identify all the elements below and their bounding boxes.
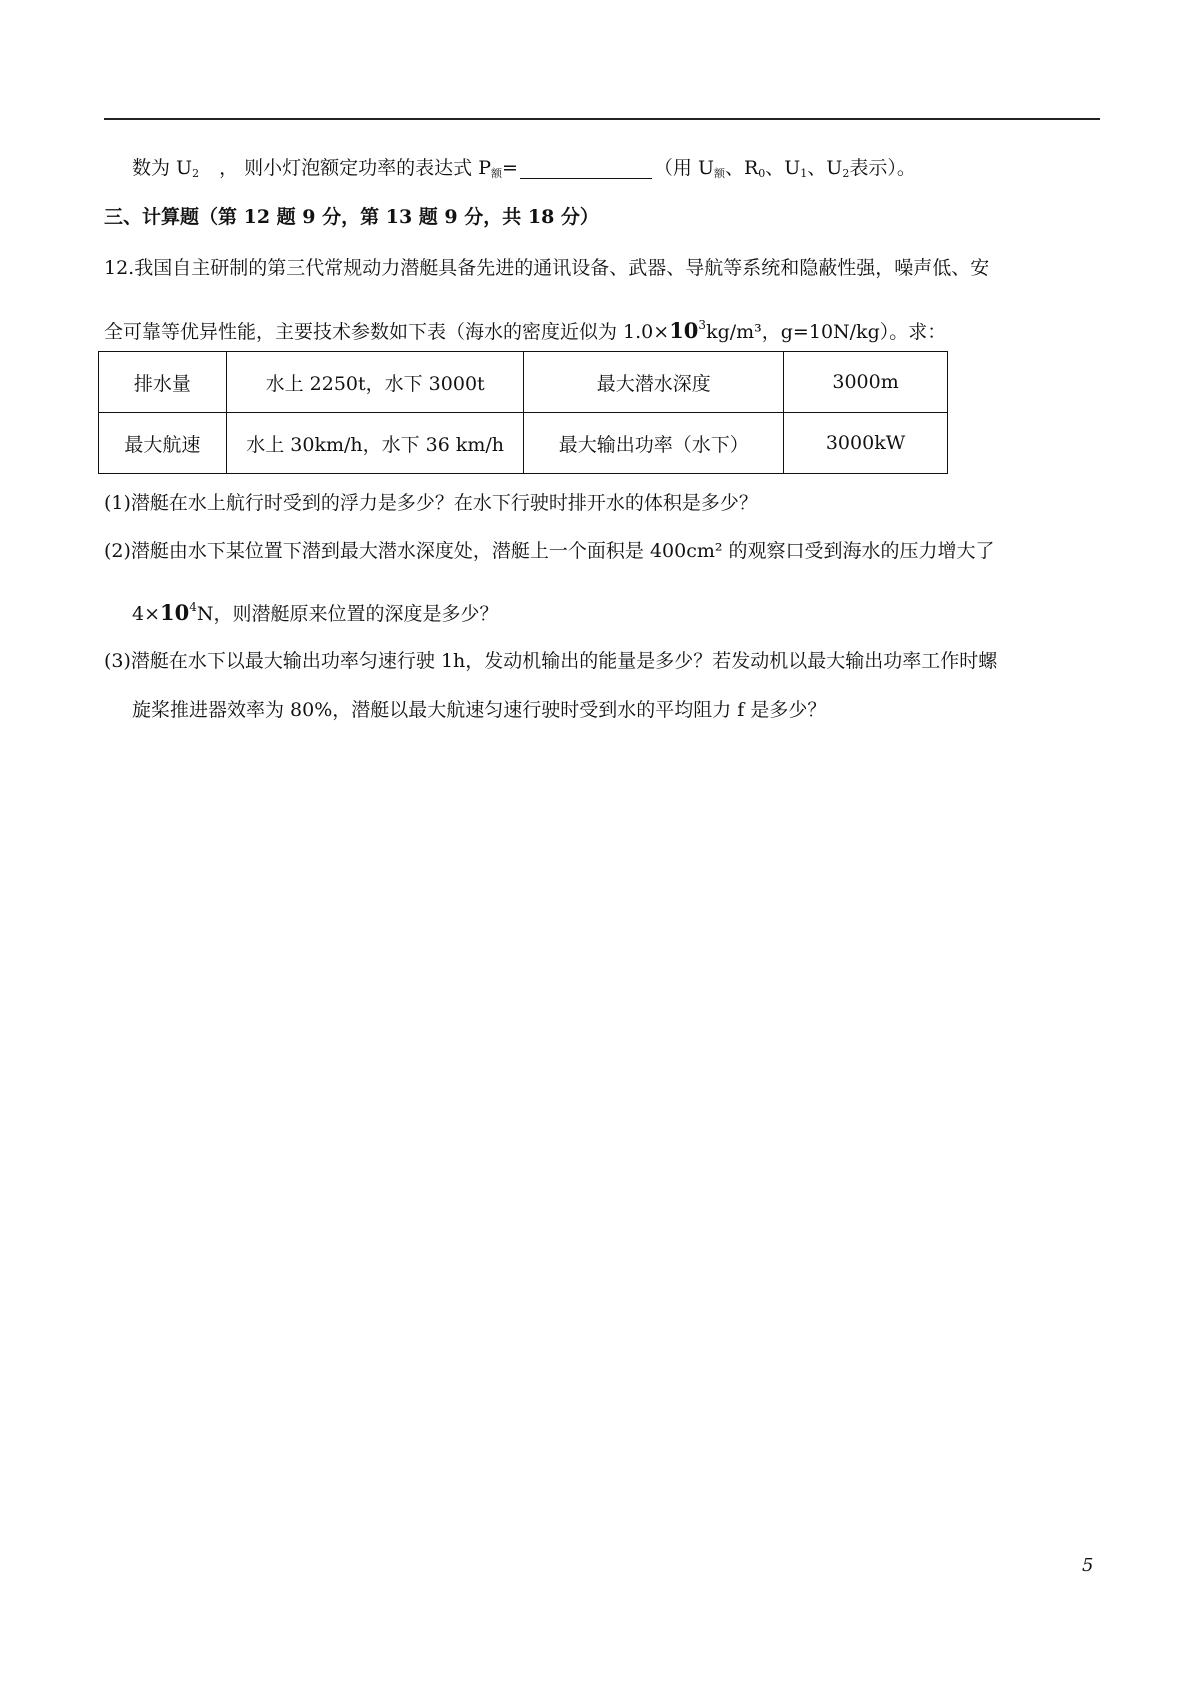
- table-cell: 排水量: [99, 352, 227, 413]
- table-row: [99, 352, 948, 413]
- subscript: 额: [490, 167, 502, 180]
- text-fragment: ， 则小灯泡额定功率的表达式 P: [219, 157, 491, 179]
- text-fragment: 、U: [807, 157, 843, 179]
- superscript: 3: [698, 318, 707, 332]
- answer-blank: [520, 158, 652, 179]
- table-cell: 最大输出功率（水下）: [524, 413, 784, 474]
- text-fragment: （用 U: [653, 157, 714, 179]
- power-base: 10: [160, 600, 190, 625]
- text-fragment: 、R: [724, 157, 759, 179]
- header-rule: [104, 118, 1100, 120]
- sub-question-2-line-2: [132, 594, 499, 627]
- text-fragment: =: [501, 157, 518, 179]
- power-base: 10: [669, 318, 699, 343]
- table-cell: 3000kW: [784, 413, 948, 474]
- superscript: 4: [189, 600, 197, 614]
- text-fragment: 、U: [765, 157, 801, 179]
- text-fragment: kg/m³，g=10N/kg）。求：: [706, 321, 947, 343]
- subscript: 0: [758, 167, 766, 180]
- sub-question-1: (1)潜艇在水上航行时受到的浮力是多少？在水下行驶时排开水的体积是多少？: [104, 492, 758, 514]
- sub-question-3-line-2: 旋桨推进器效率为 80%，潜艇以最大航速匀速行驶时受到水的平均阻力 f 是多少？: [132, 699, 827, 721]
- text-fragment: 4×: [132, 603, 161, 625]
- text-fragment: 数为 U: [132, 157, 193, 179]
- question-12-intro-line-2: [104, 312, 946, 345]
- table-cell: 最大潜水深度: [524, 352, 784, 413]
- sub-question-2-line-1: (2)潜艇由水下某位置下潜到最大潜水深度处，潜艇上一个面积是 400cm² 的观察口受到海水的压力增大了: [104, 540, 995, 562]
- continued-question-line: [132, 155, 916, 187]
- subscript: 2: [842, 167, 850, 180]
- table-cell: 水上 30km/h，水下 36 km/h: [226, 413, 524, 474]
- subscript: 1: [800, 167, 808, 180]
- table-cell: 3000m: [784, 352, 948, 413]
- table-cell: 水上 2250t，水下 3000t: [226, 352, 524, 413]
- section-title: 三、计算题（第 12 题 9 分，第 13 题 9 分，共 18 分）: [104, 206, 599, 228]
- text-fragment: N，则潜艇原来位置的深度是多少？: [196, 603, 499, 625]
- subscript: 额: [713, 167, 725, 180]
- question-12-intro-line-1: 12.我国自主研制的第三代常规动力潜艇具备先进的通讯设备、武器、导航等系统和隐蔽性强，噪声低、安: [104, 257, 990, 279]
- text-fragment: 表示）。: [849, 157, 916, 179]
- subscript: 2: [192, 167, 200, 180]
- text-fragment: 全可靠等优异性能，主要技术参数如下表（海水的密度近似为 1.0×: [104, 321, 670, 343]
- table-row: [99, 413, 948, 474]
- sub-question-3-line-1: (3)潜艇在水下以最大输出功率匀速行驶 1h，发动机输出的能量是多少？若发动机以最大输出功率工作时螺: [104, 650, 998, 672]
- submarine-parameters-table: [98, 351, 948, 474]
- page-number: 5: [1082, 1555, 1094, 1576]
- table-cell: 最大航速: [99, 413, 227, 474]
